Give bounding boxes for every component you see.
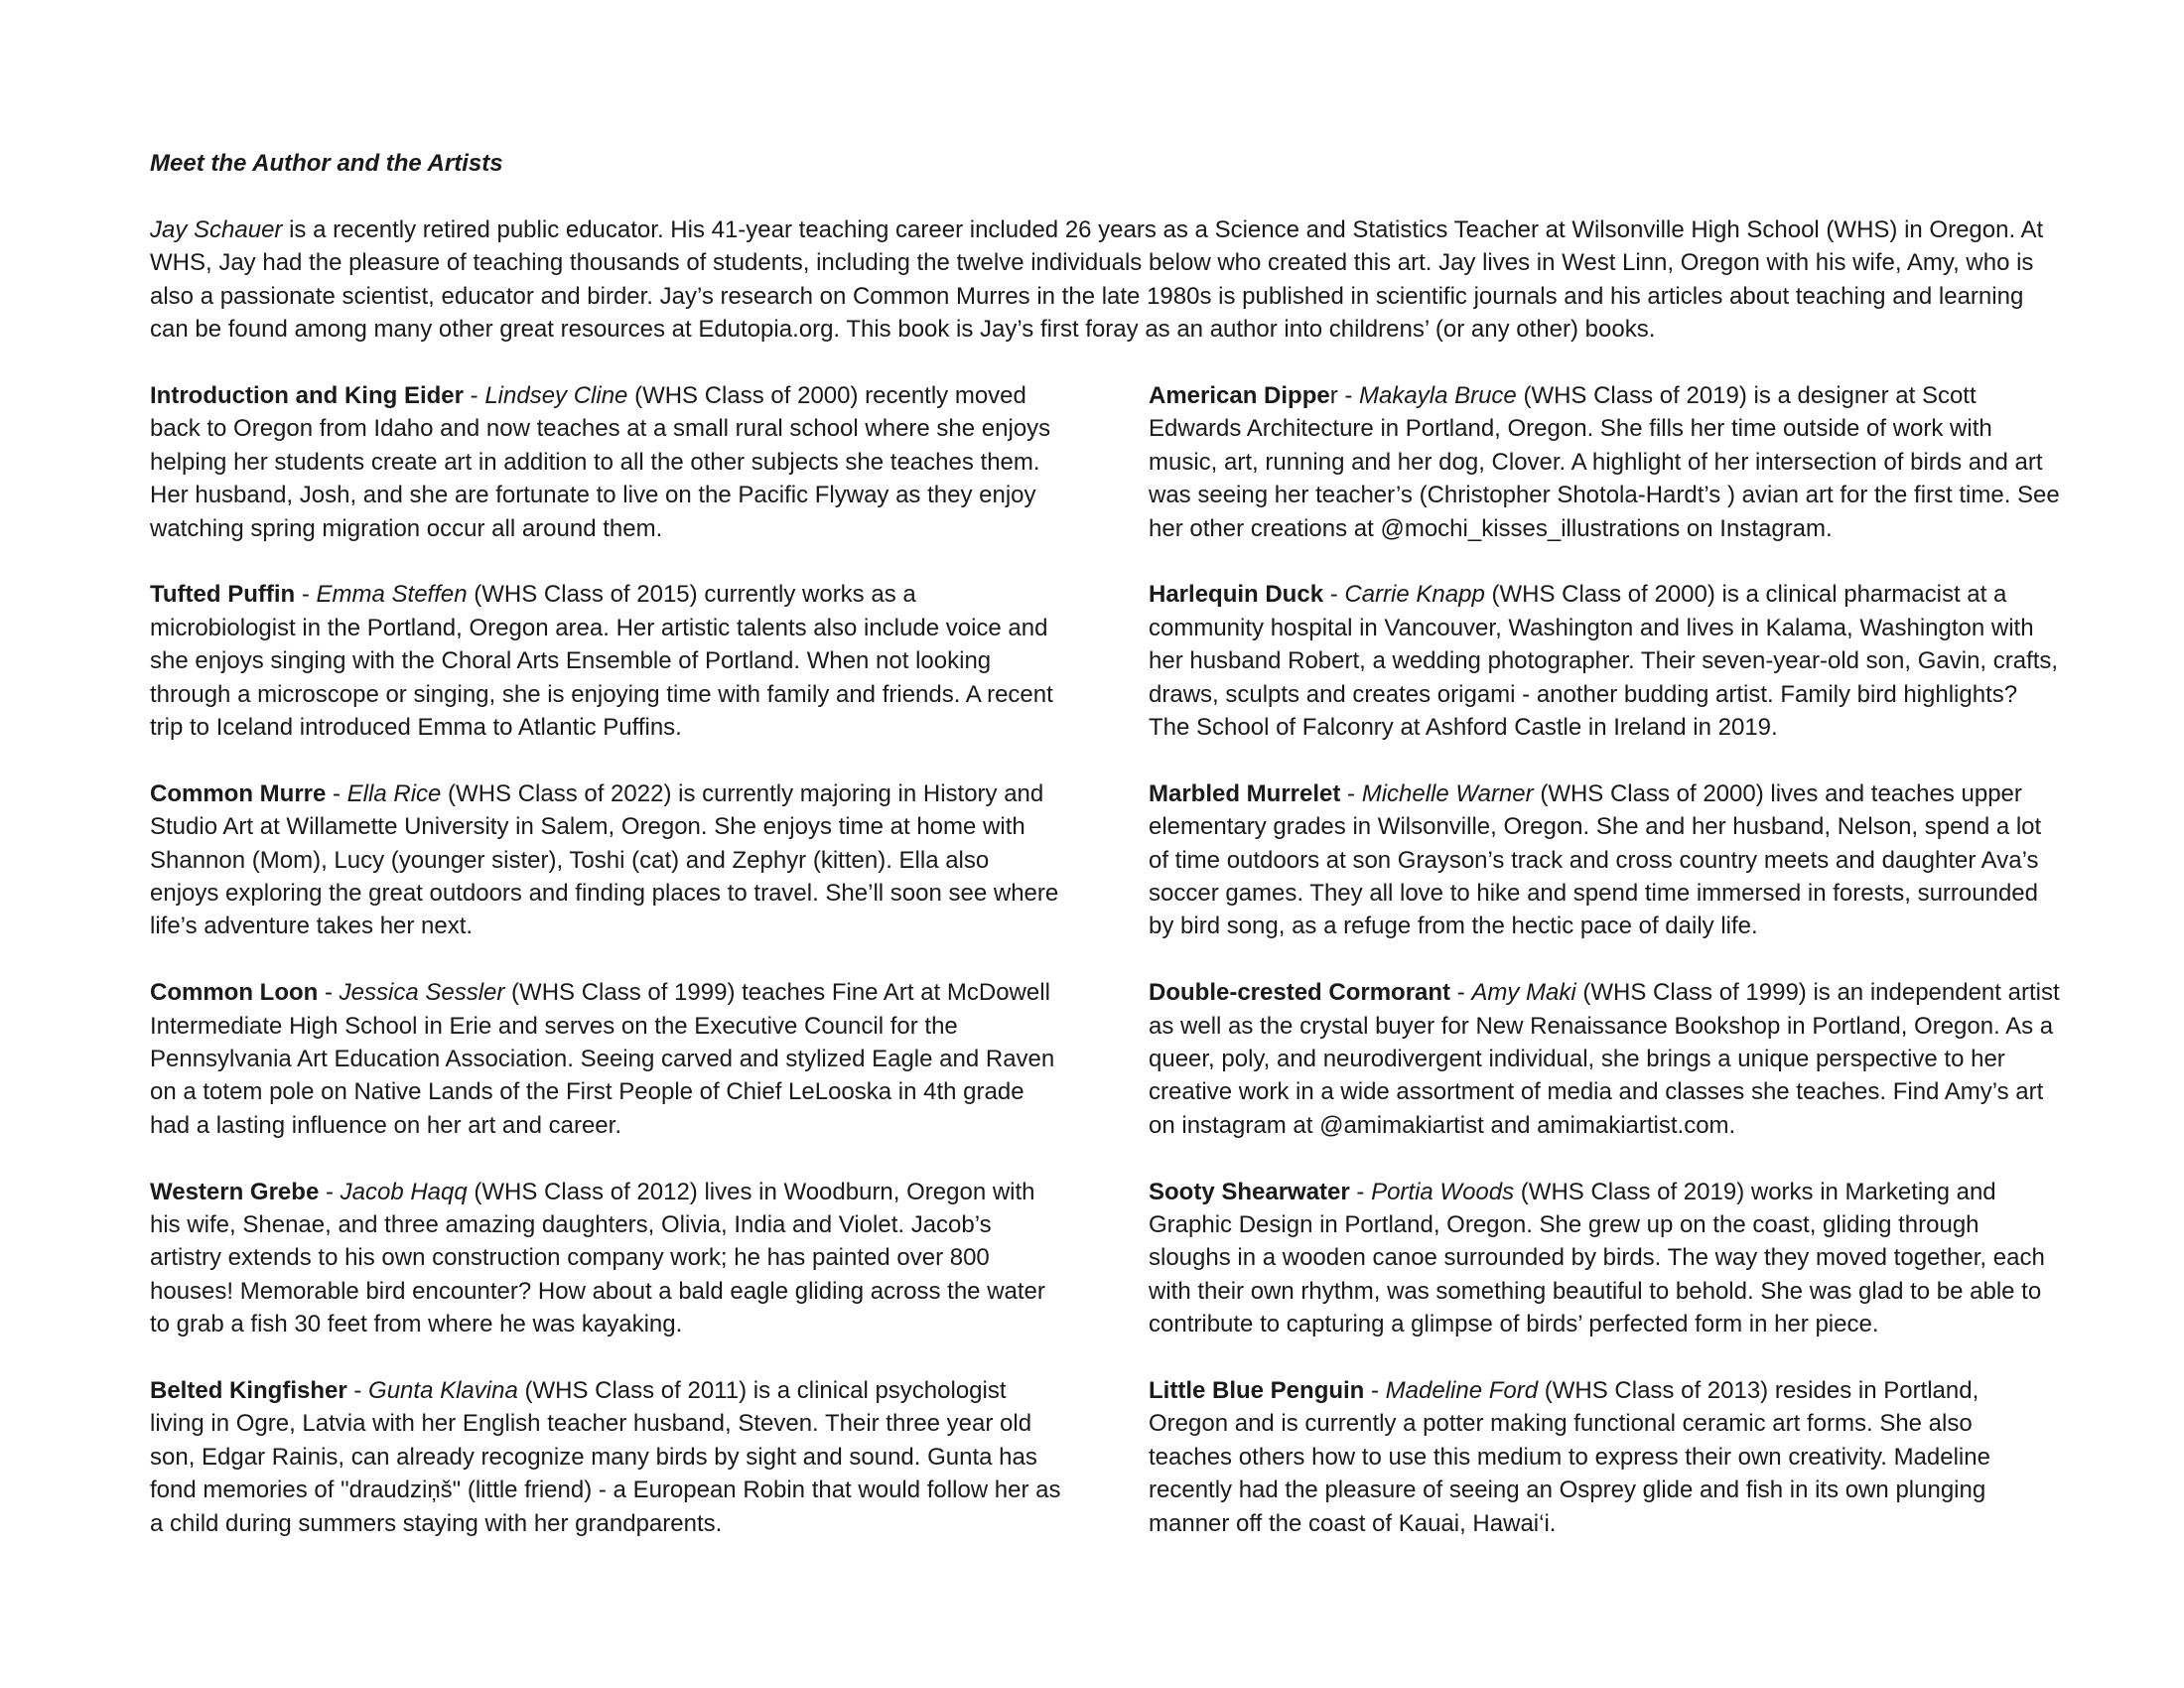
artist-name: Emma Steffen — [316, 581, 468, 609]
bird-name: Little Blue Penguin — [1149, 1376, 1365, 1404]
artist-name: Madeline Ford — [1385, 1376, 1539, 1404]
bird-name: Common Murre — [150, 779, 327, 807]
bio-text: (WHS Class of 2000) recently moved back to Oregon from Idaho and now teaches at a small rural school where she enjoys helping her students create art in addition to all the other subjects she teaches them. Her husband, Josh, and she are fortunate to live on the Pacific Flyway as they enjoy watching spring migration occur all around them. — [150, 382, 1051, 542]
page-title: Meet the Author and the Artists — [150, 150, 503, 177]
artist-bio — [1149, 578, 2062, 744]
artist-bio — [150, 1176, 1063, 1341]
bird-name: Double-crested Cormorant — [1149, 979, 1451, 1007]
separator: - — [295, 581, 317, 609]
artist-bio — [1149, 1374, 2062, 1540]
artist-bio — [150, 379, 1063, 545]
separator: r - — [1329, 382, 1360, 409]
artist-bio — [150, 1374, 1063, 1540]
artist-bio — [150, 777, 1063, 943]
left-column — [150, 379, 1063, 1573]
artist-name: Makayla Bruce — [1359, 382, 1517, 409]
artist-name: Portia Woods — [1371, 1178, 1515, 1205]
separator: - — [1450, 979, 1472, 1007]
bird-name: American Dippe — [1149, 382, 1330, 409]
bio-text: (WHS Class of 2012) lives in Woodburn, Oregon with his wife, Shenae, and three amazing daughters, Olivia, India and Violet. Jacob’s artistry extends to his own construction company work; he has painted over 800 houses! Memorable bird encounter? How about a bald eagle gliding across the water to grab a fish 30 feet from where he was kayaking. — [150, 1178, 1045, 1338]
bio-text: (WHS Class of 2015) currently works as a microbiologist in the Portland, Oregon area. Her artistic talents also include voice and she enjoys singing with the Choral Arts Ensemble of Portland. When not looking through a microscope or singing, she is enjoying time with family and friends. A recent trip to Iceland introduced Emma to Atlantic Puffins. — [150, 581, 1053, 742]
bird-name: Belted Kingfisher — [150, 1376, 347, 1404]
artist-name: Gunta Klavina — [368, 1376, 518, 1404]
separator: - — [318, 979, 340, 1007]
bird-name: Marbled Murrelet — [1149, 779, 1341, 807]
bio-text: (WHS Class of 2013) resides in Portland, Oregon and is currently a potter making functional ceramic art forms. She also teaches others how to use this medium to express their own creativity. Madeline recently had the pleasure of seeing an Osprey glide and fish in its own plunging manner off the coast of Kauai, Hawai‘i. — [1149, 1376, 1990, 1537]
bio-text: (WHS Class of 2000) lives and teaches upper elementary grades in Wilsonville, Oregon. She and her husband, Nelson, spend a lot of time outdoors at son Grayson’s track and cross country meets and daughter Ava’s soccer games. They all love to hike and spend time immersed in forests, surrounded by bird song, as a refuge from the hectic pace of daily life. — [1149, 779, 2042, 940]
author-bio — [150, 213, 2056, 347]
separator: - — [319, 1178, 341, 1205]
separator: - — [346, 1376, 369, 1404]
author-bio-text: is a recently retired public educator. His 41-year teaching career included 26 years as a Science and Statistics Teacher at Wilsonville High School (WHS) in Oregon. At WHS, Jay had the pleasure of teaching thousands of students, including the twelve individuals below who created this art. Jay lives in West Linn, Oregon with his wife, Amy, who is also a passionate scientist, educator and birder. Jay’s research on Common Murres in the late 1980s is published in scientific journals and his articles about teaching and learning can be found among many other great resources at Edutopia.org. This book is Jay’s first foray as an author into childrens’ (or any other) books. — [150, 216, 2044, 344]
separator: - — [1349, 1178, 1372, 1205]
bio-text: (WHS Class of 2019) is a designer at Scott Edwards Architecture in Portland, Oregon. She fills her time outside of work with music, art, running and her dog, Clover. A highlight of her intersection of birds and art was seeing her teacher’s (Christopher Shotola-Hardt’s ) avian art for the first time. See her other creations at @mochi_kisses_illustrations on Instagram. — [1149, 382, 2060, 542]
artist-bio — [1149, 1176, 2062, 1341]
artist-name: Lindsey Cline — [484, 382, 628, 409]
separator: - — [463, 382, 485, 409]
artist-bio — [1149, 379, 2062, 545]
separator: - — [1323, 581, 1345, 609]
separator: - — [1340, 779, 1362, 807]
separator: - — [326, 779, 347, 807]
bio-text: (WHS Class of 2011) is a clinical psychologist living in Ogre, Latvia with her English teacher husband, Steven. Their three year old son, Edgar Rainis, can already recognize many birds by sight and sound. Gunta has fond memories of "draudziņš" (little friend) - a European Robin that would follow her as a child during summers staying with her grandparents. — [150, 1376, 1061, 1537]
bio-text: (WHS Class of 1999) teaches Fine Art at McDowell Intermediate High School in Erie and serves on the Executive Council for the Pennsylvania Art Education Association. Seeing carved and stylized Eagle and Raven on a totem pole on Native Lands of the First People of Chief LeLooska in 4th grade had a lasting influence on her art and career. — [150, 979, 1055, 1139]
separator: - — [1364, 1376, 1386, 1404]
artist-name: Carrie Knapp — [1344, 581, 1485, 609]
bird-name: Harlequin Duck — [1149, 581, 1324, 609]
artist-name: Ella Rice — [346, 779, 442, 807]
bird-name: Tufted Puffin — [150, 581, 296, 609]
bird-name: Common Loon — [150, 979, 319, 1007]
artist-name: Michelle Warner — [1361, 779, 1534, 807]
right-column — [1149, 379, 2062, 1573]
bio-text: (WHS Class of 2000) is a clinical pharmacist at a community hospital in Vancouver, Washington and lives in Kalama, Washington with her husband Robert, a wedding photographer. Their seven-year-old son, Gavin, crafts, draws, sculpts and creates origami - another budding artist. Family bird highlights? The School of Falconry at Ashford Castle in Ireland in 2019. — [1149, 581, 2059, 742]
artist-bio — [150, 578, 1063, 744]
bio-text: (WHS Class of 1999) is an independent artist as well as the crystal buyer for New Renaissance Bookshop in Portland, Oregon. As a queer, poly, and neurodivergent individual, she brings a unique perspective to her creative work in a wide assortment of media and classes she teaches. Find Amy’s art on instagram at @amimakiartist and amimakiartist.com. — [1149, 979, 2060, 1139]
artist-bio — [1149, 777, 2062, 943]
artist-bio — [150, 976, 1063, 1142]
bird-name: Western Grebe — [150, 1178, 320, 1205]
artist-bio — [1149, 976, 2062, 1142]
artist-name: Jessica Sessler — [339, 979, 505, 1007]
bird-name: Introduction and King Eider — [150, 382, 464, 409]
bio-text: (WHS Class of 2022) is currently majoring in History and Studio Art at Willamette University in Salem, Oregon. She enjoys time at home with Shannon (Mom), Lucy (younger sister), Toshi (cat) and Zephyr (kitten). Ella also enjoys exploring the great outdoors and finding places to travel. She’ll soon see where life’s adventure takes her next. — [150, 779, 1059, 940]
bio-text: (WHS Class of 2019) works in Marketing and Graphic Design in Portland, Oregon. She grew up on the coast, gliding through sloughs in a wooden canoe surrounded by birds. The way they moved together, each with their own rhythm, was something beautiful to behold. She was glad to be able to contribute to capturing a glimpse of birds’ perfected form in her piece. — [1149, 1178, 2045, 1338]
bird-name: Sooty Shearwater — [1149, 1178, 1350, 1205]
author-name: Jay Schauer — [150, 216, 283, 243]
artist-name: Amy Maki — [1471, 979, 1576, 1007]
artist-name: Jacob Haqq — [340, 1178, 468, 1205]
